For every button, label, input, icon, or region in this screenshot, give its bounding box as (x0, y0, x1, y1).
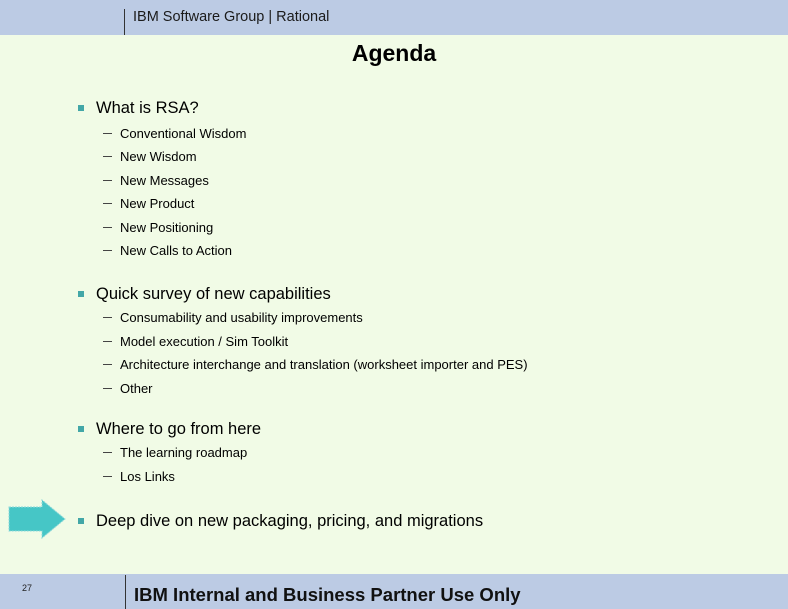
dash-icon (103, 364, 112, 365)
square-bullet-icon (78, 291, 84, 297)
agenda-heading: Where to go from here (96, 419, 262, 438)
dash-icon (103, 203, 112, 204)
square-bullet-icon (78, 426, 84, 432)
right-arrow-icon (8, 499, 66, 539)
square-bullet-icon (78, 518, 84, 524)
agenda-subitem-text: New Messages (120, 172, 209, 188)
agenda-bullet (78, 284, 331, 304)
dash-icon (103, 250, 112, 251)
agenda-subitem-text: Conventional Wisdom (120, 125, 247, 141)
dash-icon (103, 388, 112, 389)
agenda-subitem (103, 124, 246, 142)
footer-divider (125, 575, 126, 609)
agenda-bullet (78, 98, 199, 118)
agenda-bullet (78, 419, 261, 439)
dash-icon (103, 133, 112, 134)
agenda-subitem (103, 443, 247, 461)
agenda-heading: What is RSA? (96, 98, 199, 117)
agenda-subitem (103, 332, 288, 350)
agenda-subitem-text: Los Links (120, 468, 175, 484)
agenda-subitem-text: New Product (120, 195, 195, 211)
agenda-bullet-current (78, 511, 483, 531)
page-number: 27 (22, 583, 33, 593)
agenda-subitem (103, 308, 363, 326)
agenda-subitem-text: Other (120, 380, 153, 396)
footer-classification: IBM Internal and Business Partner Use Only (134, 584, 521, 605)
agenda-subitem (103, 241, 232, 259)
dash-icon (103, 180, 112, 181)
agenda-subitem (103, 218, 213, 236)
header-title: IBM Software Group | Rational (133, 9, 330, 25)
agenda-subitem-text: New Wisdom (120, 148, 197, 164)
dash-icon (103, 227, 112, 228)
agenda-subitem-text: New Positioning (120, 219, 214, 235)
square-bullet-icon (78, 105, 84, 111)
header-bar (0, 0, 788, 35)
agenda-heading: Deep dive on new packaging, pricing, and migrations (96, 511, 484, 530)
agenda-subitem (103, 355, 528, 373)
slide-title: Agenda (351, 40, 437, 66)
agenda-subitem-text: Consumability and usability improvements (120, 309, 363, 325)
dash-icon (103, 341, 112, 342)
agenda-subitem (103, 147, 197, 165)
agenda-subitem (103, 379, 153, 397)
header-divider (124, 9, 125, 35)
agenda-heading: Quick survey of new capabilities (96, 284, 331, 303)
dash-icon (103, 476, 112, 477)
dash-icon (103, 452, 112, 453)
agenda-subitem (103, 194, 194, 212)
dash-icon (103, 156, 112, 157)
agenda-subitem-text: Model execution / Sim Toolkit (120, 333, 289, 349)
dash-icon (103, 317, 112, 318)
agenda-subitem (103, 171, 209, 189)
agenda-subitem (103, 467, 175, 485)
agenda-subitem-text: Architecture interchange and translation (worksheet importer and PES) (120, 356, 528, 372)
agenda-subitem-text: New Calls to Action (120, 242, 232, 258)
agenda-subitem-text: The learning roadmap (120, 444, 248, 460)
